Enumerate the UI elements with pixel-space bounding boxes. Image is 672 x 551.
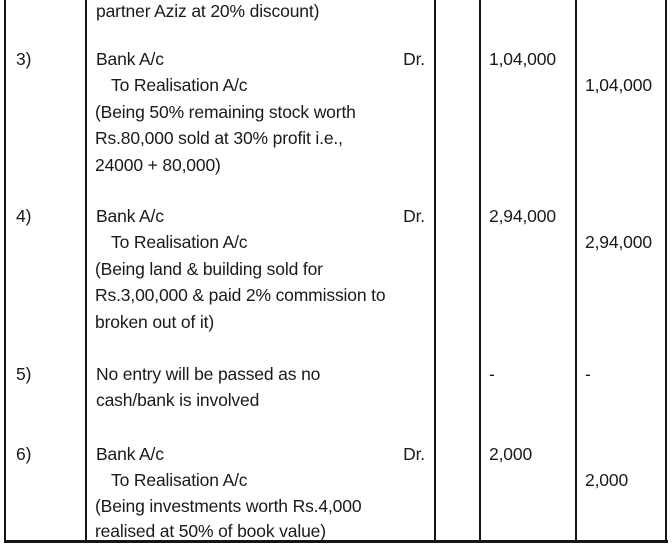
narration-line: Rs.3,00,000 & paid 2% commission to (95, 285, 386, 305)
debit-amount: 1,04,000 (489, 49, 556, 69)
debit-account: Bank A/c (96, 444, 164, 464)
narration-continuation: partner Aziz at 20% discount) (96, 1, 320, 21)
dr-label: Dr. (403, 49, 425, 69)
table-border-lf-debit (479, 0, 481, 542)
journal-debit-line (96, 444, 425, 465)
credit-amount: 2,94,000 (585, 232, 652, 252)
debit-amount: - (489, 364, 495, 384)
note-line: No entry will be passed as no (96, 364, 321, 384)
entry-number: 6) (16, 444, 32, 464)
narration-line: (Being land & building sold for (95, 259, 323, 279)
credit-account: To Realisation A/c (111, 470, 248, 490)
journal-debit-line (96, 206, 425, 227)
narration-line: broken out of it) (95, 312, 215, 332)
entry-number: 3) (16, 49, 32, 69)
narration-line: (Being investments worth Rs.4,000 (95, 496, 362, 516)
narration-line: 24000 + 80,000) (95, 155, 221, 175)
note-line: cash/bank is involved (96, 390, 260, 410)
credit-amount: 1,04,000 (585, 75, 652, 95)
dr-label: Dr. (403, 444, 425, 464)
narration-line: (Being 50% remaining stock worth (95, 102, 356, 122)
credit-amount: 2,000 (585, 470, 629, 490)
entry-number: 5) (16, 364, 32, 384)
table-border-entryno-particulars (85, 0, 87, 542)
credit-amount: - (585, 364, 591, 384)
entry-number: 4) (16, 206, 32, 226)
debit-amount: 2,94,000 (489, 206, 556, 226)
debit-account: Bank A/c (96, 49, 164, 69)
credit-account: To Realisation A/c (111, 75, 248, 95)
dr-label: Dr. (403, 206, 425, 226)
table-border-left (4, 0, 6, 542)
debit-amount: 2,000 (489, 444, 533, 464)
narration-line: realised at 50% of book value) (95, 521, 326, 541)
table-border-debit-credit (575, 0, 577, 542)
credit-account: To Realisation A/c (111, 232, 248, 252)
journal-debit-line (96, 49, 425, 70)
debit-account: Bank A/c (96, 206, 164, 226)
narration-line: Rs.80,000 sold at 30% profit i.e., (95, 128, 343, 148)
table-border-right (665, 0, 667, 542)
table-border-particulars-lf (434, 0, 436, 542)
